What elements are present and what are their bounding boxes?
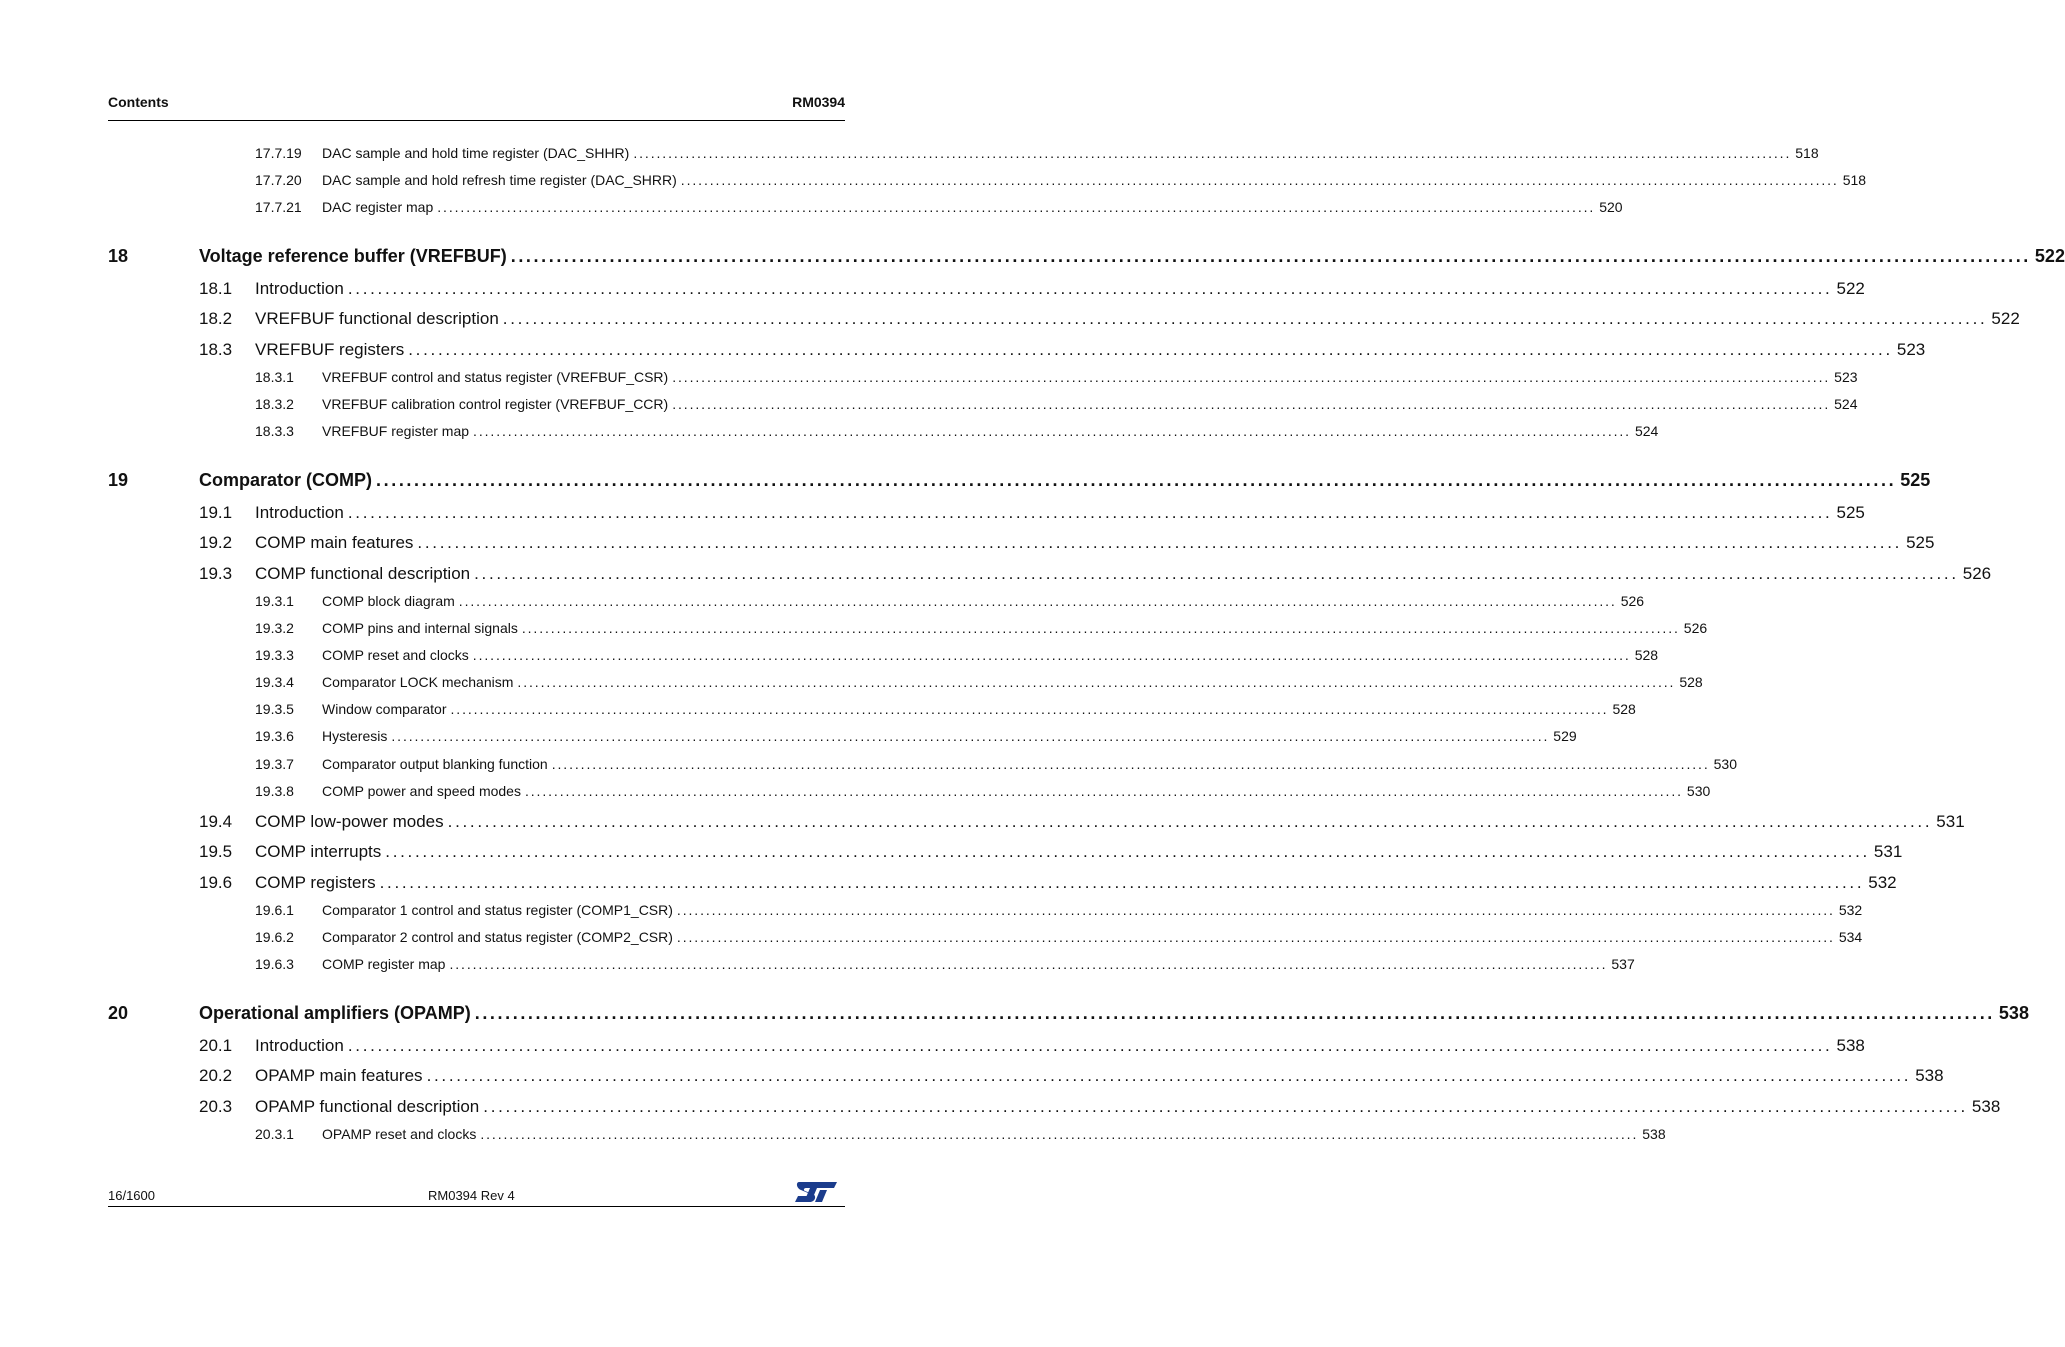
toc-entry-title[interactable]: DAC sample and hold time register (DAC_SHHR) [322, 145, 630, 161]
toc-entry-number: 19.3.2 [255, 620, 294, 636]
toc-entry-title[interactable]: Comparator output blanking function [322, 756, 548, 772]
toc-entry-title[interactable]: OPAMP functional description [255, 1097, 480, 1116]
toc-entry-page[interactable]: 518 [1795, 145, 1819, 161]
toc-entry-19-3-3[interactable] [108, 647, 1659, 663]
toc-entry-title[interactable]: VREFBUF functional description [255, 309, 499, 328]
toc-entry-page[interactable]: 538 [1971, 1097, 2001, 1116]
toc-leader-dots: ........................................................................................................................................................................................................ [347, 1036, 1833, 1055]
toc-leader-dots: ........................................................................................................................................................................................................ [347, 503, 1833, 522]
toc-entry-18-3[interactable] [108, 340, 1926, 360]
toc-leader-dots: ........................................................................................................................................................................................................ [524, 783, 1683, 799]
toc-entry-title[interactable]: COMP pins and internal signals [322, 620, 518, 636]
toc-entry-19-3-5[interactable] [108, 701, 1636, 717]
toc-entry-number: 19.6.3 [255, 956, 294, 972]
toc-entry-17-7-19[interactable] [108, 145, 1819, 161]
st-logo-icon [793, 1180, 839, 1204]
toc-entry-title[interactable]: Voltage reference buffer (VREFBUF) [199, 246, 507, 266]
toc-entry-title[interactable]: COMP registers [255, 873, 376, 892]
toc-entry-page[interactable]: 524 [1834, 396, 1858, 412]
toc-entry-number: 18 [108, 246, 129, 266]
toc-entry-page[interactable]: 525 [1906, 533, 1935, 552]
toc-entry-title[interactable]: Operational amplifiers (OPAMP) [199, 1003, 471, 1023]
toc-entry-title[interactable]: VREFBUF calibration control register (VREFBUF_CCR) [322, 396, 669, 412]
toc-entry-number: 20.3.1 [255, 1126, 294, 1142]
toc-entry-19-4[interactable] [108, 812, 1965, 832]
toc-entry-title[interactable]: DAC register map [322, 199, 434, 215]
toc-leader-dots: ........................................................................................................................................................................................................ [408, 340, 1893, 359]
toc-entry-page[interactable]: 529 [1553, 728, 1577, 744]
toc-entry-title[interactable]: COMP register map [322, 956, 446, 972]
toc-entry-title[interactable]: COMP reset and clocks [322, 647, 469, 663]
toc-leader-dots: ........................................................................................................................................................................................................ [510, 246, 2031, 266]
toc-entry-title[interactable]: COMP main features [255, 533, 414, 552]
toc-leader-dots: ........................................................................................................................................................................................................ [474, 564, 1959, 583]
toc-leader-dots: ........................................................................................................................................................................................................ [633, 145, 1792, 161]
toc-entry-page[interactable]: 528 [1634, 647, 1659, 663]
toc-entry-page[interactable]: 523 [1896, 340, 1926, 359]
toc-entry-18-3-2[interactable] [108, 396, 1858, 412]
page-header [108, 94, 845, 121]
toc-entry-number: 19.3.8 [255, 783, 294, 799]
toc-entry-page[interactable]: 518 [1842, 172, 1867, 188]
toc-leader-dots: ........................................................................................................................................................................................................ [472, 647, 1631, 663]
toc-leader-dots: ........................................................................................................................................................................................................ [379, 873, 1865, 892]
toc-entry-page[interactable]: 522 [1991, 309, 2020, 328]
toc-entry-number: 19.1 [199, 503, 233, 522]
toc-entry-number: 19.3.3 [255, 647, 294, 663]
toc-entry-19-3[interactable] [108, 564, 1992, 584]
toc-entry-page[interactable]: 520 [1599, 199, 1623, 215]
toc-entry-title[interactable]: VREFBUF registers [255, 340, 405, 359]
toc-entry-19-6[interactable] [108, 873, 1897, 893]
toc-leader-dots: ........................................................................................................................................................................................................ [449, 956, 1608, 972]
toc-entry-number: 19.3.1 [255, 593, 294, 609]
footer-doc-revision: RM0394 Rev 4 [428, 1188, 515, 1203]
toc-entry-title[interactable]: Introduction [255, 279, 344, 298]
toc-leader-dots: ........................................................................................................................................................................................................ [480, 1126, 1639, 1142]
toc-entry-number: 17.7.20 [255, 172, 302, 188]
toc-entry-title[interactable]: COMP interrupts [255, 842, 382, 861]
toc-entry-page[interactable]: 531 [1936, 812, 1965, 831]
toc-leader-dots: ........................................................................................................................................................................................................ [672, 396, 1831, 412]
toc-entry-title[interactable]: Introduction [255, 1036, 344, 1055]
toc-entry-number: 19 [108, 470, 129, 490]
toc-leader-dots: ........................................................................................................................................................................................................ [474, 1003, 1995, 1023]
toc-entry-page[interactable]: 522 [1836, 279, 1865, 298]
toc-leader-dots: ........................................................................................................................................................................................................ [672, 369, 1831, 385]
toc-entry-number: 20 [108, 1003, 129, 1023]
toc-entry-19-6-1[interactable] [108, 902, 1863, 918]
toc-entry-number: 19.2 [199, 533, 233, 552]
toc-entry-page[interactable]: 526 [1683, 620, 1708, 636]
toc-leader-dots: ........................................................................................................................................................................................................ [426, 1066, 1912, 1085]
toc-leader-dots: ........................................................................................................................................................................................................ [483, 1097, 1968, 1116]
toc-entry-page[interactable]: 522 [2034, 246, 2065, 266]
toc-leader-dots: ........................................................................................................................................................................................................ [458, 593, 1617, 609]
toc-entry-page[interactable]: 537 [1611, 956, 1635, 972]
toc-entry-number: 19.4 [199, 812, 233, 831]
toc-entry-number: 17.7.21 [255, 199, 302, 215]
toc-entry-number: 19.6.2 [255, 929, 294, 945]
toc-entry-number: 18.3.1 [255, 369, 294, 385]
toc-entry-title[interactable]: Window comparator [322, 701, 447, 717]
toc-entry-title[interactable]: Comparator 1 control and status register (COMP1_CSR) [322, 902, 673, 918]
toc-entry-19-1[interactable] [108, 503, 1865, 523]
toc-leader-dots: ........................................................................................................................................................................................................ [676, 902, 1835, 918]
toc-entry-title[interactable]: Comparator LOCK mechanism [322, 674, 514, 690]
toc-entry-17-7-21[interactable] [108, 199, 1623, 215]
toc-entry-page[interactable]: 526 [1962, 564, 1992, 583]
toc-entry-page[interactable]: 530 [1713, 756, 1737, 772]
toc-entry-number: 19.6.1 [255, 902, 294, 918]
toc-leader-dots: ........................................................................................................................................................................................................ [450, 701, 1609, 717]
toc-leader-dots: ........................................................................................................................................................................................................ [376, 470, 1897, 490]
toc-entry-title[interactable]: COMP low-power modes [255, 812, 444, 831]
toc-entry-number: 20.1 [199, 1036, 233, 1055]
toc-entry-17-7-20[interactable] [108, 172, 1867, 188]
toc-entry-page[interactable]: 523 [1834, 369, 1858, 385]
toc-entry-19-3-6[interactable] [108, 728, 1577, 744]
toc-entry-page[interactable]: 528 [1679, 674, 1703, 690]
toc-entry-title[interactable]: DAC sample and hold refresh time register (DAC_SHRR) [322, 172, 677, 188]
toc-entry-19-5[interactable] [108, 842, 1903, 862]
toc-entry-title[interactable]: Introduction [255, 503, 344, 522]
toc-entry-page[interactable]: 538 [1642, 1126, 1666, 1142]
toc-entry-20-3-1[interactable] [108, 1126, 1666, 1142]
toc-entry-20[interactable] [108, 1003, 2029, 1024]
toc-entry-page[interactable]: 538 [1836, 1036, 1865, 1055]
toc-entry-page[interactable]: 534 [1838, 929, 1863, 945]
toc-entry-19-3-1[interactable] [108, 593, 1645, 609]
toc-leader-dots: ........................................................................................................................................................................................................ [551, 756, 1710, 772]
toc-entry-number: 19.3.5 [255, 701, 294, 717]
toc-leader-dots: ........................................................................................................................................................................................................ [521, 620, 1680, 636]
toc-entry-title[interactable]: Hysteresis [322, 728, 388, 744]
toc-entry-page[interactable]: 532 [1868, 873, 1897, 892]
toc-entry-title[interactable]: COMP power and speed modes [322, 783, 521, 799]
toc-entry-19-3-7[interactable] [108, 756, 1737, 772]
toc-entry-title[interactable]: OPAMP reset and clocks [322, 1126, 477, 1142]
toc-entry-18-2[interactable] [108, 309, 2020, 329]
toc-entry-page[interactable]: 532 [1838, 902, 1863, 918]
toc-entry-title[interactable]: VREFBUF register map [322, 423, 470, 439]
toc-entry-20-2[interactable] [108, 1066, 1944, 1086]
toc-entry-title[interactable]: COMP functional description [255, 564, 471, 583]
toc-entry-number: 18.3.2 [255, 396, 294, 412]
toc-leader-dots: ........................................................................................................................................................................................................ [447, 812, 1933, 831]
toc-entry-19-3-2[interactable] [108, 620, 1708, 636]
toc-entry-number: 20.3 [199, 1097, 233, 1116]
toc-entry-18[interactable] [108, 246, 2065, 267]
toc-entry-number: 18.1 [199, 279, 233, 298]
toc-entry-page[interactable]: 538 [1998, 1003, 2029, 1023]
toc-leader-dots: ........................................................................................................................................................................................................ [473, 423, 1631, 439]
toc-entry-number: 19.3.4 [255, 674, 294, 690]
toc-entry-title[interactable]: Comparator (COMP) [199, 470, 373, 490]
toc-entry-number: 19.3.7 [255, 756, 294, 772]
toc-entry-19-3-8[interactable] [108, 783, 1711, 799]
toc-entry-page[interactable]: 531 [1873, 842, 1903, 861]
toc-entry-18-1[interactable] [108, 279, 1865, 299]
toc-entry-number: 19.3 [199, 564, 233, 583]
toc-entry-18-3-3[interactable] [108, 423, 1659, 439]
toc-entry-number: 18.3 [199, 340, 233, 359]
toc-entry-page[interactable]: 528 [1612, 701, 1636, 717]
toc-entry-title[interactable]: COMP block diagram [322, 593, 455, 609]
toc-entry-18-3-1[interactable] [108, 369, 1858, 385]
toc-entry-number: 19.3.6 [255, 728, 294, 744]
toc-leader-dots: ........................................................................................................................................................................................................ [347, 279, 1833, 298]
toc-entry-number: 19.6 [199, 873, 233, 892]
toc-entry-page[interactable]: 530 [1686, 783, 1711, 799]
toc-entry-page[interactable]: 525 [1836, 503, 1865, 522]
toc-entry-20-1[interactable] [108, 1036, 1865, 1056]
toc-leader-dots: ........................................................................................................................................................................................................ [417, 533, 1903, 552]
toc-entry-number: 17.7.19 [255, 145, 302, 161]
toc-entry-19-2[interactable] [108, 533, 1935, 553]
header-section-title: Contents [108, 94, 169, 110]
toc-leader-dots: ........................................................................................................................................................................................................ [676, 929, 1835, 945]
toc-leader-dots: ........................................................................................................................................................................................................ [680, 172, 1839, 188]
header-doc-id: RM0394 [792, 94, 845, 110]
toc-leader-dots: ........................................................................................................................................................................................................ [391, 728, 1550, 744]
toc-entry-number: 18.3.3 [255, 423, 294, 439]
toc-entry-page[interactable]: 524 [1634, 423, 1659, 439]
toc-entry-19-6-2[interactable] [108, 929, 1863, 945]
toc-leader-dots: ........................................................................................................................................................................................................ [437, 199, 1596, 215]
toc-leader-dots: ........................................................................................................................................................................................................ [502, 309, 1988, 328]
footer-page-number: 16/1600 [108, 1188, 155, 1203]
toc-entry-number: 20.2 [199, 1066, 233, 1085]
toc-entry-title[interactable]: VREFBUF control and status register (VREFBUF_CSR) [322, 369, 669, 385]
toc-entry-title[interactable]: OPAMP main features [255, 1066, 423, 1085]
toc-leader-dots: ........................................................................................................................................................................................................ [517, 674, 1676, 690]
toc-entry-19-6-3[interactable] [108, 956, 1635, 972]
toc-entry-title[interactable]: Comparator 2 control and status register (COMP2_CSR) [322, 929, 673, 945]
toc-entry-19-3-4[interactable] [108, 674, 1703, 690]
toc-entry-20-3[interactable] [108, 1097, 2001, 1117]
toc-entry-number: 19.5 [199, 842, 233, 861]
toc-entry-19[interactable] [108, 470, 1931, 491]
toc-leader-dots: ........................................................................................................................................................................................................ [385, 842, 1870, 861]
toc-entry-page[interactable]: 525 [1900, 470, 1931, 490]
page-footer [108, 1180, 845, 1207]
toc-entry-page[interactable]: 538 [1915, 1066, 1944, 1085]
toc-entry-number: 18.2 [199, 309, 233, 328]
toc-entry-page[interactable]: 526 [1620, 593, 1645, 609]
